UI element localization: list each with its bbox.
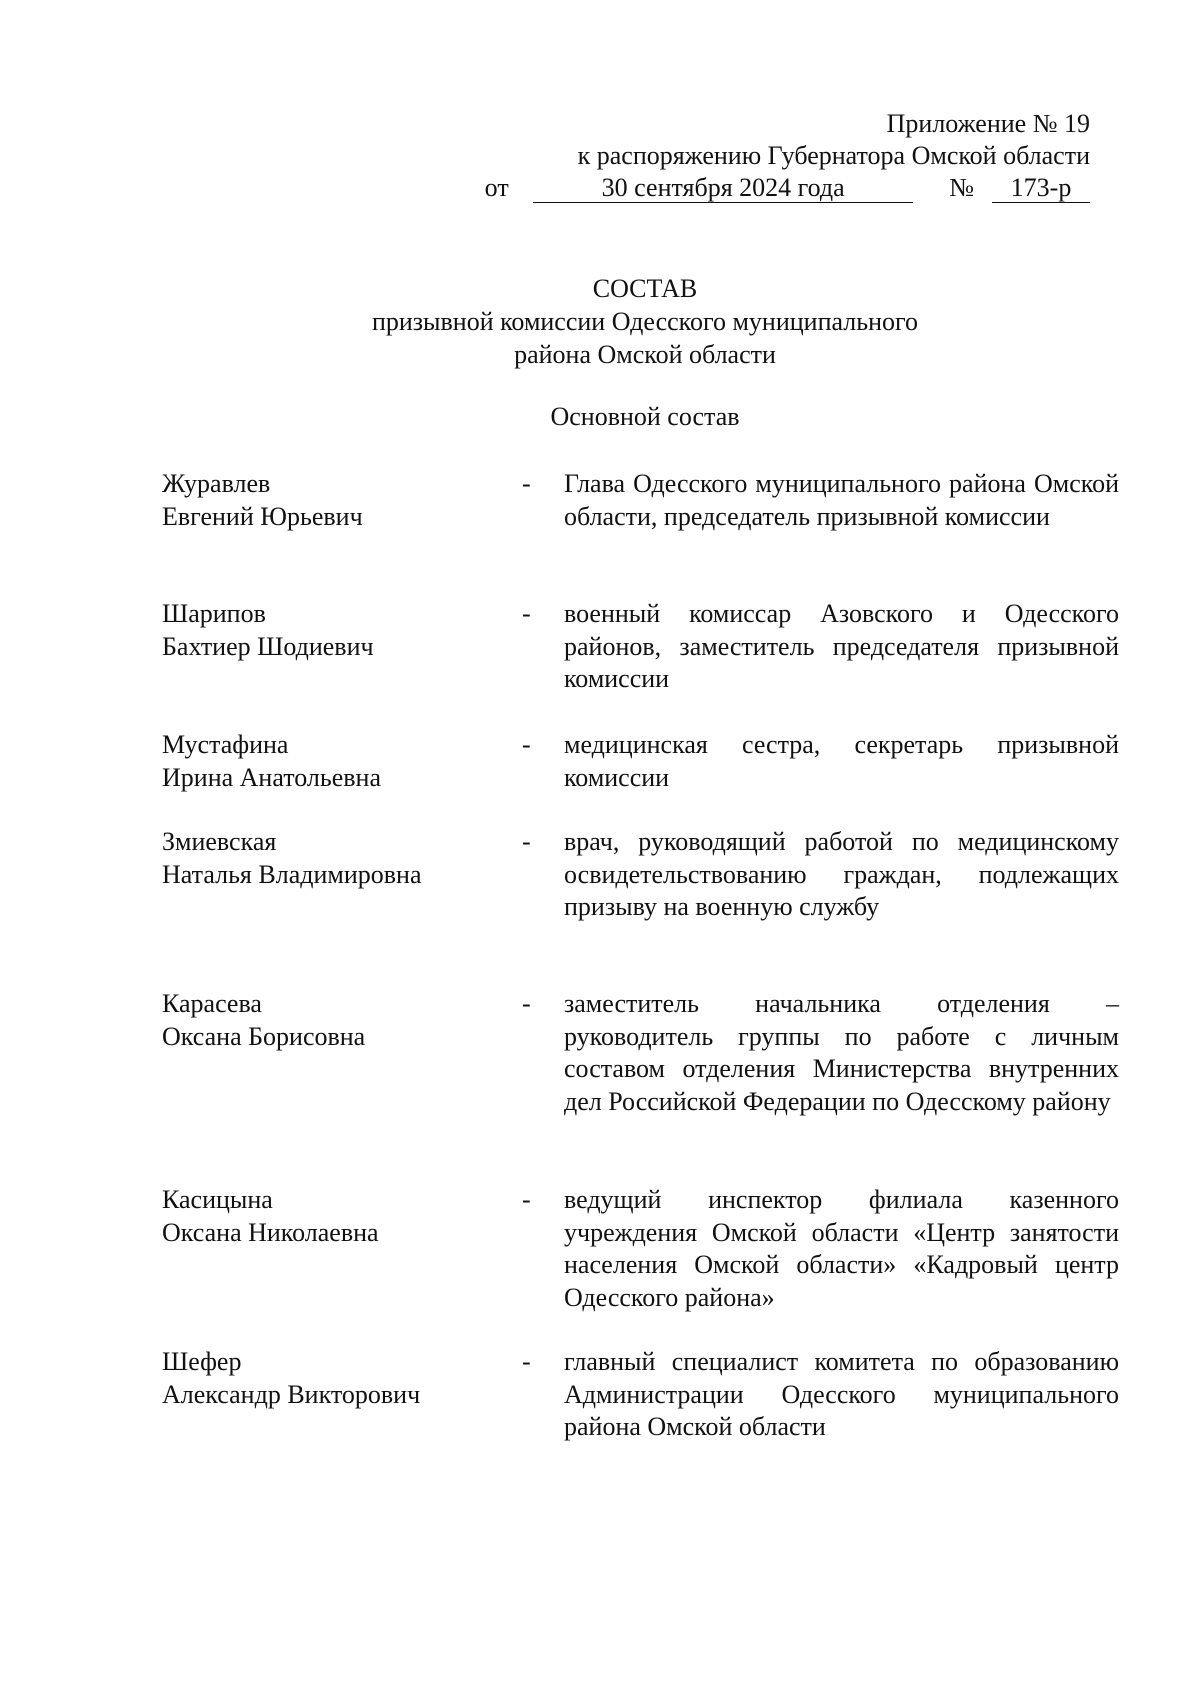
member-dash: - [522,989,531,1018]
order-date: 30 сентября 2024 года [533,174,913,203]
member-given-name: Александр Викторович [162,1379,421,1409]
member-dash: - [522,730,531,759]
member-surname: Шефер [162,1347,242,1376]
member-row [162,1346,1124,1441]
from-label: от [484,173,509,202]
member-given-name: Оксана Николаевна [162,1217,379,1247]
member-surname: Касицына [162,1185,273,1214]
member-row [162,468,1124,533]
member-role: военный комиссар Азовского и Одесского районов, заместитель председателя призывной комиссии [564,599,1119,693]
member-given-name: Оксана Борисовна [162,1021,366,1051]
appendix-number: Приложение № 19 [886,109,1090,138]
member-given-name: Ирина Анатольевна [162,762,381,792]
member-role: врач, руководящий работой по медицинскому освидетельствованию граждан, подлежащих призыву на военную службу [564,827,1119,921]
member-role: заместитель начальника отделения – руководитель группы по работе с личным составом отделения Министерства внутренних дел Российской Федерации по Одесскому району [564,989,1119,1116]
member-dash: - [522,1347,531,1376]
member-surname: Журавлев [162,469,271,498]
member-given-name: Бахтиер Шодиевич [162,631,374,661]
document-subtitle-line2: района Омской области [514,340,776,369]
member-role: Глава Одесского муниципального района Омской области, председатель призывной комиссии [564,469,1119,531]
member-dash: - [522,469,531,498]
document-subtitle-line1: призывной комиссии Одесского муниципального [371,307,919,336]
member-dash: - [522,827,531,856]
member-row [162,598,1124,693]
document-title: СОСТАВ [592,274,698,303]
member-role: ведущий инспектор филиала казенного учреждения Омской области «Центр занятости населения Омской области» «Кадровый центр Одесского района» [564,1185,1119,1312]
member-row [162,988,1124,1116]
member-dash: - [522,599,531,628]
member-surname: Мустафина [162,730,289,759]
member-row [162,729,1124,794]
member-role: главный специалист комитета по образованию Администрации Одесского муниципального района Омской области [564,1347,1119,1441]
document-title-block [0,272,1200,371]
member-given-name: Евгений Юрьевич [162,501,363,531]
section-heading: Основной состав [550,402,740,431]
appendix-date-line [485,172,1090,204]
appendix-reference: к распоряжению Губернатора Омской области [577,141,1090,170]
member-row [162,826,1124,921]
member-surname: Карасева [162,989,262,1018]
number-label: № [949,173,974,202]
member-role: медицинская сестра, секретарь призывной комиссии [564,730,1119,792]
member-dash: - [522,1185,531,1214]
order-number: 173-р [992,174,1090,203]
member-surname: Шарипов [162,599,266,628]
member-given-name: Наталья Владимировна [162,859,422,889]
member-row [162,1184,1124,1312]
member-surname: Змиевская [162,827,277,856]
appendix-header [485,108,1090,204]
